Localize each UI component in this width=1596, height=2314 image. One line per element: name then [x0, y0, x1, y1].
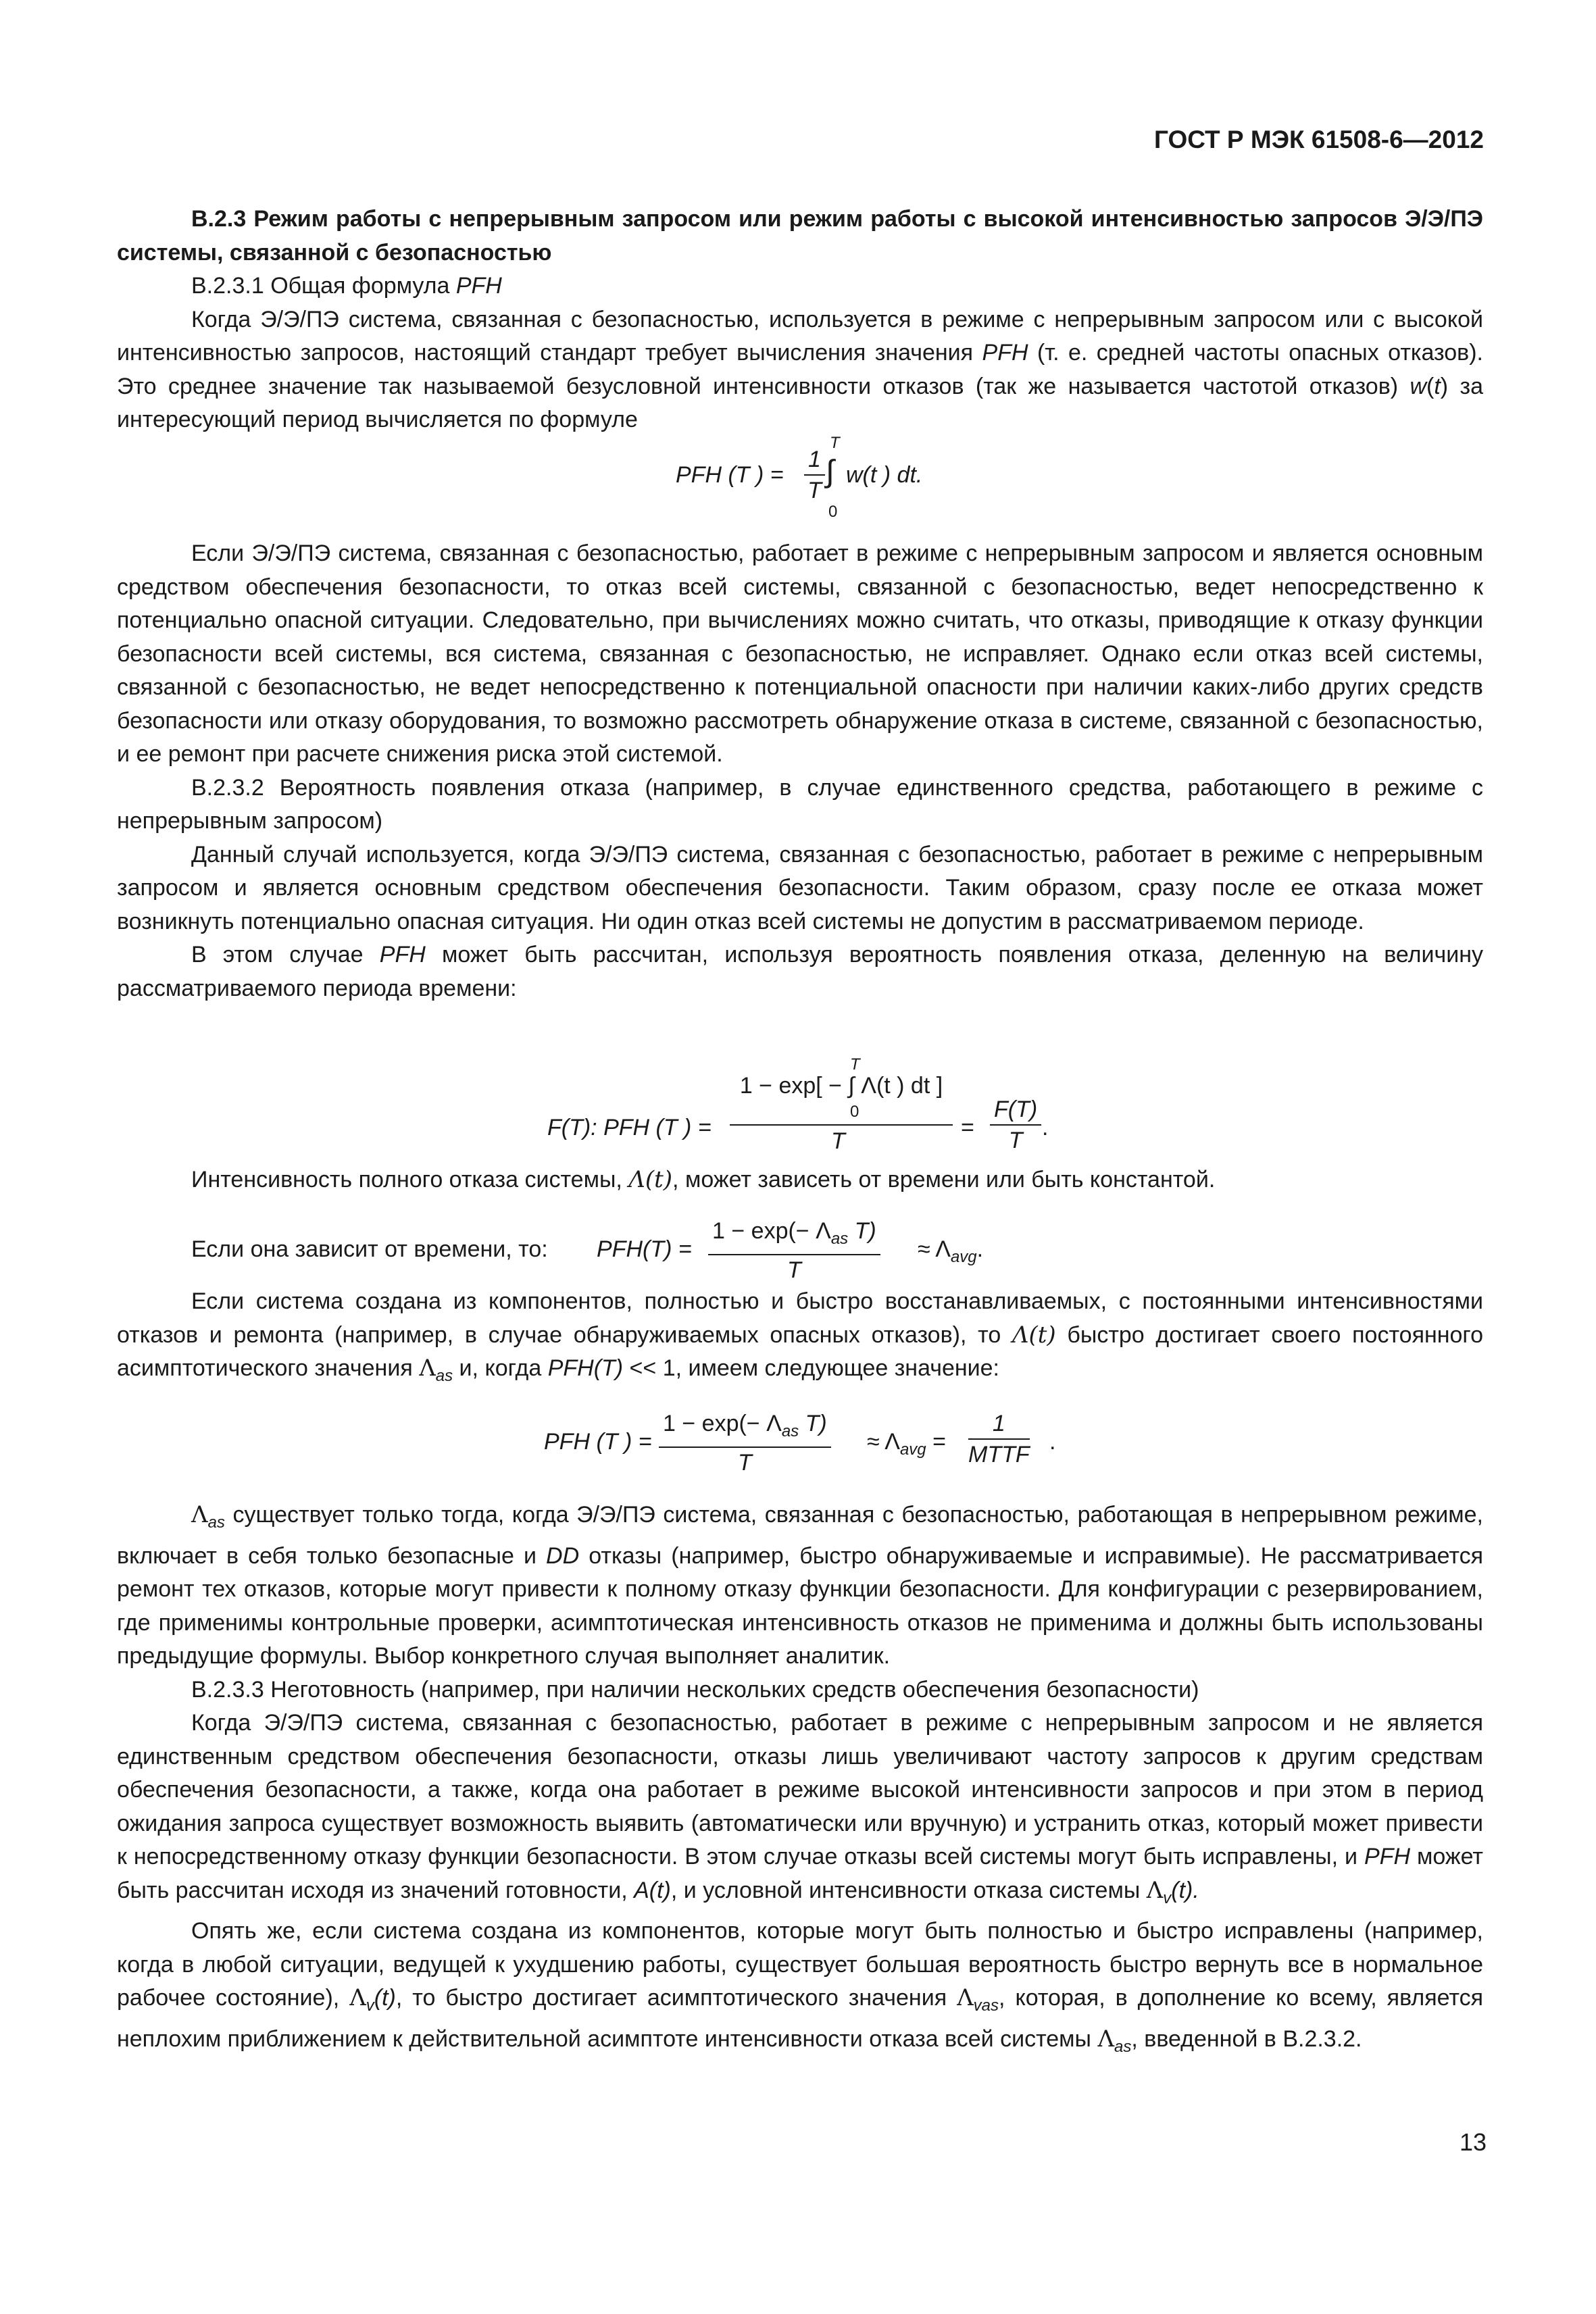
approx-lambda: ≈ Λ: [867, 1429, 900, 1455]
t-term: (t): [374, 1985, 396, 2011]
fraction-denominator: MTTF: [968, 1442, 1030, 1467]
section-body-4: [117, 1285, 1483, 1393]
paragraph-7: [117, 1285, 1483, 1393]
lambda-symbol: Λ: [957, 1984, 974, 2011]
subscript-as: as: [207, 1513, 225, 1532]
integral-lower-limit: 0: [850, 1103, 859, 1121]
fraction-numerator: 1 − exp[ − ∫ Λ(t ) dt ]: [739, 1073, 943, 1099]
paragraph-text: , которая, в дополнение ко всему, является неплохим приближением к действительной асимптоте интенсивности отказа всей системы: [117, 1985, 1483, 2052]
formula-lhs: PFH (T ) =: [676, 462, 784, 488]
fraction-numerator-end: T): [799, 1411, 827, 1436]
equals-sign: =: [961, 1115, 974, 1140]
formula-pfh-mttf: [544, 1402, 1084, 1476]
subsection-title-text: В.2.3.1 Общая формула: [191, 273, 456, 299]
paragraph-text: , и условной интенсивности отказа системы: [670, 1877, 1147, 1903]
paragraph-text: Опять же, если система создана из компонентов, которые могут быть полностью и быстро исправлены (например, когда в любой ситуации, ведущей к ухудшению работы, существует большая вероятность быстро вернуть все в нормальное рабочее состояние),: [117, 1918, 1483, 2011]
fraction-bar: [730, 1124, 953, 1126]
lambda-symbol: Λ: [349, 1984, 366, 2011]
subscript-v: v: [366, 1996, 374, 2015]
formula-pfh-time-dependent: [191, 1209, 1070, 1284]
ratio-fraction: [990, 1095, 1041, 1155]
paragraph-text: Если система создана из компонентов, полностью и быстро восстанавливаемых, с постоянными интенсивностями отказов и ремонта (например, в случае обнаруживаемых опасных отказов), то: [117, 1288, 1483, 1348]
fraction-denominator: T: [1008, 1128, 1023, 1153]
formula-fraction: [708, 1216, 880, 1285]
section-body: [117, 203, 1483, 437]
w-term: w: [1410, 373, 1427, 399]
subsection-title-232: В.2.3.2 Вероятность появления отказа (например, в случае единственного средства, работающего в режиме с непрерывным запросом): [117, 774, 1483, 834]
standard-header: ГОСТ Р МЭК 61508-6—2012: [1153, 126, 1484, 153]
integral-upper-limit: T: [850, 1055, 860, 1074]
paragraph-text: , то быстро достигает асимптотического значения: [395, 1985, 957, 2011]
pfh-term: PFH: [1364, 1844, 1410, 1869]
formula-fraction: [804, 445, 825, 505]
fraction-numerator: 1 − exp(− Λ: [712, 1218, 831, 1244]
formula-lhs: PFH (T ) =: [544, 1429, 652, 1455]
formula-failure-probability: [547, 1040, 1074, 1162]
paragraph-text: Когда Э/Э/ПЭ система, связанная с безопасностью, работает в режиме с непрерывным запросом и не является единственным средством обеспечения безопасности, отказы лишь увеличивают частоту запросов к другим средствам обеспечения безопасности, а также, когда она работает в режиме высокой интенсивности запросов и при этом в период ожидания запроса существует возможность выявить (автоматически или вручную) и устранить отказ, который может привести к непосредственному отказу функции безопасности. В этом случае отказы всей системы могут быть исправлены, и: [117, 1710, 1483, 1869]
equals-sign: =: [926, 1429, 946, 1455]
mttf-fraction: [968, 1409, 1030, 1469]
integral-upper-limit: T: [830, 434, 840, 452]
paragraph-text: существует только тогда, когда Э/Э/ПЭ система, связанная с безопасностью, работающая в непрерывном режиме, включает в себя только безопасные и: [117, 1502, 1483, 1569]
paragraph-text: Когда Э/Э/ПЭ система, связанная с безопасностью, используется в режиме с непрерывным запросом или с высокой интенсивностью запросов, настоящий стандарт требует вычисления значения: [117, 306, 1483, 366]
fraction-numerator: F(T): [990, 1095, 1041, 1126]
t-term: (t).: [1171, 1877, 1199, 1903]
subsection-title-233: В.2.3.3 Неготовность (например, при наличии нескольких средств обеспечения безопасности): [191, 1676, 1199, 1703]
integral-body: w(t ) dt.: [846, 462, 923, 488]
formula-fraction: [659, 1409, 831, 1478]
paragraph-text: (: [1426, 373, 1435, 399]
lambda-t-term: Λ(t): [1012, 1321, 1056, 1349]
paragraph-text: (т. е. средней частоты опасных отказов). Это среднее значение так называемой безусловной интенсивности отказов (так же называется частотой отказов): [117, 340, 1483, 399]
paragraph-text: быстро достигает своего постоянного асимптотического значения: [117, 1322, 1483, 1381]
paragraph-text: В этом случае: [191, 942, 380, 967]
section-heading: В.2.3 Режим работы с непрерывным запросом или режим работы с высокой интенсивностью запросов Э/Э/ПЭ системы, связанной с безопасностью: [117, 206, 1483, 266]
paragraph-1: [117, 303, 1483, 437]
lambda-symbol: Λ: [1146, 1876, 1164, 1904]
paragraph-text: может быть рассчитан исходя из значений готовности,: [117, 1844, 1483, 1903]
paragraph-text: Если она зависит от времени, то:: [191, 1236, 548, 1262]
formula-period: .: [1042, 1115, 1049, 1140]
fraction-denominator: T: [737, 1450, 752, 1476]
paragraph-text: может быть рассчитан, используя вероятность появления отказа, деленную на величину рассматриваемого периода времени:: [117, 942, 1483, 1001]
dd-term: DD: [546, 1542, 580, 1569]
approx-lambda-avg: [918, 1236, 983, 1267]
section-body-3: [117, 1163, 1483, 1197]
paragraph-text: ) за интересующий период вычисляется по формуле: [117, 373, 1483, 432]
fraction-denominator: T: [787, 1257, 801, 1283]
paragraph-9: [117, 1707, 1483, 1915]
formula-lhs: F(T): PFH (T ) =: [547, 1115, 712, 1140]
paragraph-text: << 1, имеем следующее значение:: [623, 1355, 999, 1381]
lambda-t-term: Λ(t): [628, 1166, 673, 1193]
pfh-term: PFH: [379, 942, 426, 967]
paragraph-text: , введенной в В.2.3.2.: [1131, 2026, 1362, 2052]
subscript-as: as: [1114, 2037, 1132, 2056]
formula-pfh-integral: [676, 434, 1014, 521]
section-body-5: [117, 1499, 1483, 2063]
integral-sign: ∫: [826, 453, 834, 488]
formula-period: .: [976, 1236, 984, 1262]
subsection-title-231: [117, 270, 1483, 303]
subscript-as: as: [830, 1230, 849, 1248]
t-term: t: [1434, 373, 1441, 399]
pfh-term: PFH: [982, 340, 1028, 366]
lambda-symbol: Λ: [1097, 2025, 1114, 2053]
availability-term: A(t): [634, 1877, 671, 1903]
lambda-symbol: Λ: [419, 1355, 436, 1382]
subscript-avg: avg: [899, 1440, 926, 1459]
fraction-denominator: T: [807, 478, 822, 503]
section-body-2: [117, 537, 1483, 1005]
paragraph-text: отказы (например, быстро обнаруживаемые и исправимые). Не рассматривается ремонт тех отказов, которые могут привести к полному отказу функции безопасности. Для конфигурации с резервированием, где применимы контрольные проверки, асимптотическая интенсивность отказов не применима и должны быть использованы предыдущие формулы. Выбор конкретного случая выполняет аналитик.: [117, 1542, 1484, 1669]
paragraph-2: Если Э/Э/ПЭ система, связанная с безопасностью, работает в режиме с непрерывным запросом и является основным средством обеспечения безопасности, то отказ всей системы, связанной с безопасностью, ведет непосредственно к потенциально опасной ситуации. Следовательно, при вычислениях можно считать, что отказы, приводящие к отказу функции безопасности всей системы, вся система, связанная с безопасностью, не исправляет. Однако если отказ всей системы, связанной с безопасностью, не ведет непосредственно к потенциальной опасности при наличии каких-либо других средств безопасности или отказу оборудования, то возможно рассмотреть обнаружение отказа в системе, связанной с безопасностью, и ее ремонт при расчете снижения риска этой системой.: [117, 540, 1483, 767]
paragraph-text: и, когда: [453, 1355, 548, 1381]
subscript-vas: vas: [973, 1996, 999, 2015]
fraction-numerator: 1 − exp(− Λ: [663, 1411, 782, 1436]
subscript-avg: avg: [950, 1248, 977, 1266]
subscript-v: v: [1163, 1888, 1172, 1907]
pfh-term: PFH(T): [547, 1355, 624, 1381]
integral-lower-limit: 0: [828, 503, 838, 521]
subscript-as: as: [435, 1367, 453, 1385]
approx-lambda: ≈ Λ: [918, 1236, 951, 1262]
subscript-as: as: [781, 1422, 799, 1440]
formula-period: .: [1049, 1429, 1056, 1455]
paragraph-8: [117, 1499, 1483, 1674]
paragraph-10: [117, 1915, 1483, 2063]
paragraph-text: , может зависеть от времени или быть константой.: [672, 1167, 1216, 1192]
paragraph-3: Данный случай используется, когда Э/Э/ПЭ система, связанная с безопасностью, работает в режиме с непрерывным запросом и является основным средством обеспечения безопасности. Таким образом, сразу после ее отказа может возникнуть потенциально опасная ситуация. Ни один отказ всей системы не допустим в рассматриваемом периоде.: [117, 841, 1483, 934]
fraction-numerator: 1: [804, 445, 825, 476]
fraction-numerator-end: T): [848, 1218, 876, 1244]
page-number: 13: [1459, 2128, 1487, 2156]
pfh-term: PFH: [455, 273, 502, 299]
lambda-symbol: Λ: [191, 1501, 208, 1528]
paragraph-4: [117, 938, 1483, 1005]
paragraph-5: [117, 1163, 1483, 1197]
formula-lhs: PFH(T) =: [597, 1236, 692, 1262]
fraction-numerator: 1: [968, 1409, 1030, 1440]
fraction-denominator: T: [831, 1128, 845, 1154]
approx-lambda-avg: [867, 1429, 946, 1459]
paragraph-text: Интенсивность полного отказа системы,: [191, 1167, 629, 1192]
